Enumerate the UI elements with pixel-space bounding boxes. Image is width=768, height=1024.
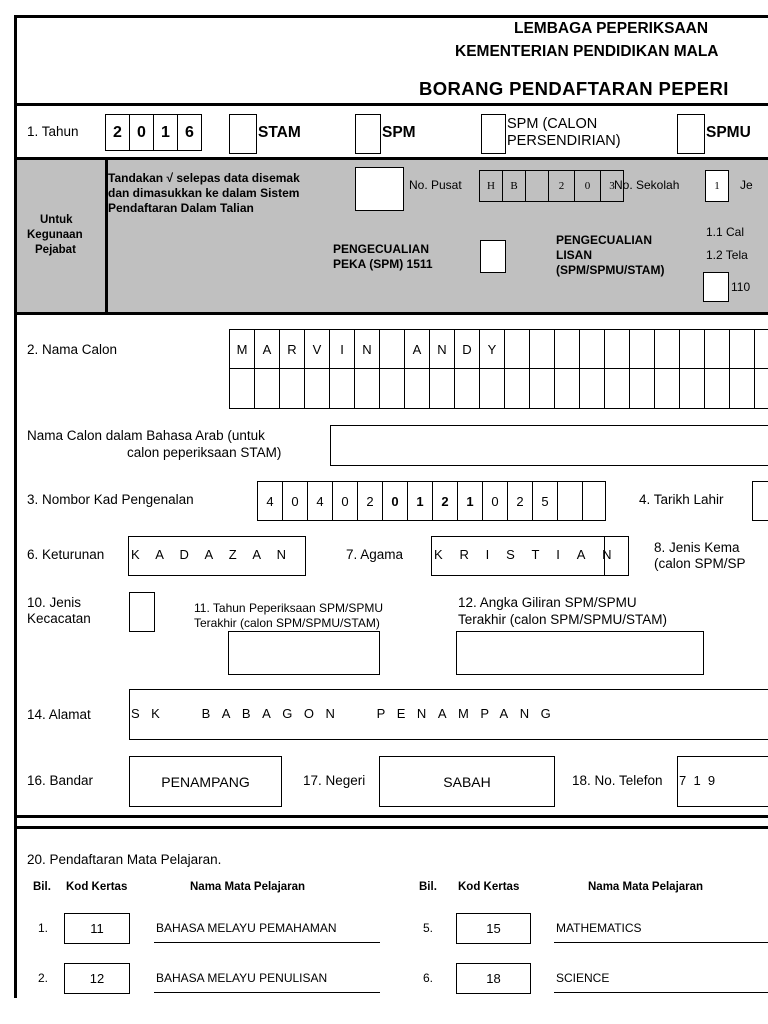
- ic-digit: 0: [383, 482, 408, 520]
- keturunan-value: KADAZAN: [131, 547, 302, 562]
- nama-char: [605, 330, 630, 368]
- tahun-terakhir-label-1: 11. Tahun Peperiksaan SPM/SPMU: [194, 601, 383, 615]
- tahun-digit: 0: [130, 115, 154, 150]
- telefon-value: 7 1 9: [679, 773, 716, 788]
- subject-nama: MATHEMATICS: [556, 921, 642, 935]
- spm-persendirian-label-1: SPM (CALON: [507, 116, 598, 132]
- ic-digit: 1: [458, 482, 483, 520]
- spm-persendirian-label-2: PERSENDIRIAN): [507, 133, 621, 149]
- office-label-1: Untuk: [40, 214, 73, 226]
- nama-char: N: [430, 330, 455, 368]
- org-line-2: KEMENTERIAN PENDIDIKAN MALA: [455, 43, 719, 60]
- tahun-digit: 2: [106, 115, 130, 150]
- negeri-label: 17. Negeri: [303, 773, 366, 788]
- subjects-title: 20. Pendaftaran Mata Pelajaran.: [27, 852, 222, 867]
- subject-kod-field[interactable]: 15: [456, 913, 531, 944]
- no-pusat-label: No. Pusat: [409, 178, 462, 192]
- alamat-value: SK BABAGON PENAMPANG: [131, 706, 563, 721]
- divider: [14, 826, 768, 829]
- nama-arab-field[interactable]: [330, 425, 768, 466]
- negeri-field[interactable]: SABAH: [379, 756, 555, 807]
- subject-underline: [554, 992, 768, 993]
- tahun-digit: 1: [154, 115, 178, 150]
- angka-giliran-label-1: 12. Angka Giliran SPM/SPMU: [458, 595, 637, 610]
- no-pusat-char: H: [480, 171, 503, 201]
- telefon-label: 18. No. Telefon: [572, 773, 663, 788]
- no-pusat-char: 2: [549, 171, 575, 201]
- lisan-label-2: LISAN: [556, 248, 592, 262]
- subject-underline: [154, 992, 380, 993]
- peka-label-1: PENGECUALIAN: [333, 242, 430, 256]
- nama-char: [380, 330, 405, 368]
- nama-label: 2. Nama Calon: [27, 342, 118, 357]
- angka-giliran-label-2: Terakhir (calon SPM/SPMU/STAM): [458, 612, 668, 627]
- ic-cells[interactable]: [257, 481, 606, 521]
- nama-char: [580, 330, 605, 368]
- subject-nama: BAHASA MELAYU PENULISAN: [156, 971, 328, 985]
- no-pusat-char: 0: [575, 171, 601, 201]
- no-sekolah-cell[interactable]: 1: [705, 170, 729, 202]
- spm-persendirian-checkbox[interactable]: [481, 114, 506, 154]
- subject-bil: 2.: [38, 971, 49, 985]
- subject-kod-field[interactable]: 12: [64, 963, 130, 994]
- ic-digit: 2: [508, 482, 533, 520]
- ic-digit: 0: [333, 482, 358, 520]
- no-pusat-cells[interactable]: [479, 170, 624, 202]
- divider: [14, 312, 768, 315]
- ic-digit: 1: [408, 482, 433, 520]
- nama-cells-row-2[interactable]: [229, 368, 768, 409]
- office-instruction-2: dan dimasukkan ke dalam Sistem: [108, 186, 300, 200]
- nama-arab-label-2: calon peperiksaan STAM): [127, 445, 282, 460]
- lisan-label-3: (SPM/SPMU/STAM): [556, 263, 665, 277]
- subject-nama: SCIENCE: [556, 971, 610, 985]
- ic-digit: 0: [283, 482, 308, 520]
- nama-char: V: [305, 330, 330, 368]
- alamat-label: 14. Alamat: [27, 707, 91, 722]
- peka-checkbox[interactable]: [480, 240, 506, 273]
- no-pusat-char: B: [503, 171, 526, 201]
- ic-digit: [558, 482, 583, 520]
- nama-arab-label-1: Nama Calon dalam Bahasa Arab (untuk: [27, 428, 265, 443]
- ic-digit: 2: [433, 482, 458, 520]
- ic-digit: 2: [358, 482, 383, 520]
- jenis-cacat-label-1: 10. Jenis: [27, 595, 82, 610]
- stam-label: STAM: [258, 124, 301, 141]
- subject-nama: BAHASA MELAYU PEMAHAMAN: [156, 921, 337, 935]
- code-110-checkbox[interactable]: [703, 272, 729, 302]
- nama-char: [630, 330, 655, 368]
- org-line-1: LEMBAGA PEPERIKSAAN: [514, 20, 709, 37]
- nama-char: I: [330, 330, 355, 368]
- nama-char: M: [230, 330, 255, 368]
- form-title: BORANG PENDAFTARAN PEPERI: [419, 78, 729, 99]
- subject-kod-field[interactable]: 18: [456, 963, 531, 994]
- bandar-label: 16. Bandar: [27, 773, 94, 788]
- angka-giliran-field[interactable]: [456, 631, 704, 675]
- option-1-1-label: 1.1 Cal: [706, 225, 745, 239]
- stam-checkbox[interactable]: [229, 114, 257, 154]
- jenis-cacat-field[interactable]: [129, 592, 155, 632]
- nama-mp-header: Nama Mata Pelajaran: [190, 881, 306, 893]
- kod-header: Kod Kertas: [458, 881, 520, 893]
- dob-field[interactable]: [752, 481, 768, 521]
- nama-char: [530, 330, 555, 368]
- nama-char: [755, 330, 768, 368]
- subject-bil: 1.: [38, 921, 49, 935]
- subject-bil: 6.: [423, 971, 434, 985]
- spmu-checkbox[interactable]: [677, 114, 705, 154]
- nama-char: A: [255, 330, 280, 368]
- subject-bil: 5.: [423, 921, 434, 935]
- ic-digit: 4: [308, 482, 333, 520]
- peka-label-2: PEKA (SPM) 1511: [333, 257, 433, 271]
- ic-digit: [583, 482, 606, 520]
- subject-underline: [554, 942, 768, 943]
- spm-checkbox[interactable]: [355, 114, 381, 154]
- divider: [14, 103, 768, 106]
- tahun-digits[interactable]: [105, 114, 202, 151]
- ic-label: 3. Nombor Kad Pengenalan: [27, 492, 194, 507]
- kod-header: Kod Kertas: [66, 881, 128, 893]
- nama-char: D: [455, 330, 480, 368]
- tahun-label: 1. Tahun: [27, 124, 79, 139]
- bil-header: Bil.: [33, 881, 51, 893]
- nama-char: R: [280, 330, 305, 368]
- ic-digit: 0: [483, 482, 508, 520]
- je-label: Je: [740, 178, 753, 192]
- nama-char: A: [405, 330, 430, 368]
- tahun-terakhir-label-2: Terakhir (calon SPM/SPMU/STAM): [194, 616, 380, 630]
- jenis-kema-label-2: (calon SPM/SP: [654, 556, 746, 571]
- nama-char: [555, 330, 580, 368]
- lisan-label-1: PENGECUALIAN: [556, 233, 653, 247]
- verified-checkbox[interactable]: [355, 167, 404, 211]
- office-instruction-3: Pendaftaran Dalam Talian: [108, 201, 254, 215]
- spm-label: SPM: [382, 124, 416, 141]
- jenis-kema-label-1: 8. Jenis Kema: [654, 540, 740, 555]
- office-label-2: Kegunaan: [27, 229, 83, 241]
- no-pusat-char: 3: [601, 171, 624, 201]
- nama-char: [680, 330, 705, 368]
- jenis-cacat-label-2: Kecacatan: [27, 611, 91, 626]
- no-sekolah-label: No. Sekolah: [614, 178, 680, 192]
- ic-digit: 5: [533, 482, 558, 520]
- nama-char: [705, 330, 730, 368]
- bandar-field[interactable]: PENAMPANG: [129, 756, 282, 807]
- nama-char: Y: [480, 330, 505, 368]
- office-instruction-1: Tandakan √ selepas data disemak: [108, 171, 300, 185]
- bil-header: Bil.: [419, 881, 437, 893]
- nama-char: [655, 330, 680, 368]
- agama-label: 7. Agama: [346, 547, 404, 562]
- nama-char: [505, 330, 530, 368]
- agama-value: KRISTIAN: [434, 547, 629, 562]
- tahun-terakhir-field[interactable]: [228, 631, 380, 675]
- spmu-label: SPMU: [706, 124, 751, 141]
- option-1-2-label: 1.2 Tela: [706, 248, 748, 262]
- nama-cells-row-1[interactable]: [229, 329, 768, 369]
- subject-underline: [154, 942, 380, 943]
- nama-char: [730, 330, 755, 368]
- divider: [14, 815, 768, 818]
- nama-char: N: [355, 330, 380, 368]
- dob-label: 4. Tarikh Lahir: [639, 492, 724, 507]
- tahun-digit: 6: [178, 115, 202, 150]
- subject-kod-field[interactable]: 11: [64, 913, 130, 944]
- office-label-3: Pejabat: [35, 244, 76, 256]
- keturunan-label: 6. Keturunan: [27, 547, 105, 562]
- no-pusat-char: [526, 171, 549, 201]
- nama-mp-header: Nama Mata Pelajaran: [588, 881, 704, 893]
- code-110-label: 110: [731, 280, 751, 294]
- ic-digit: 4: [258, 482, 283, 520]
